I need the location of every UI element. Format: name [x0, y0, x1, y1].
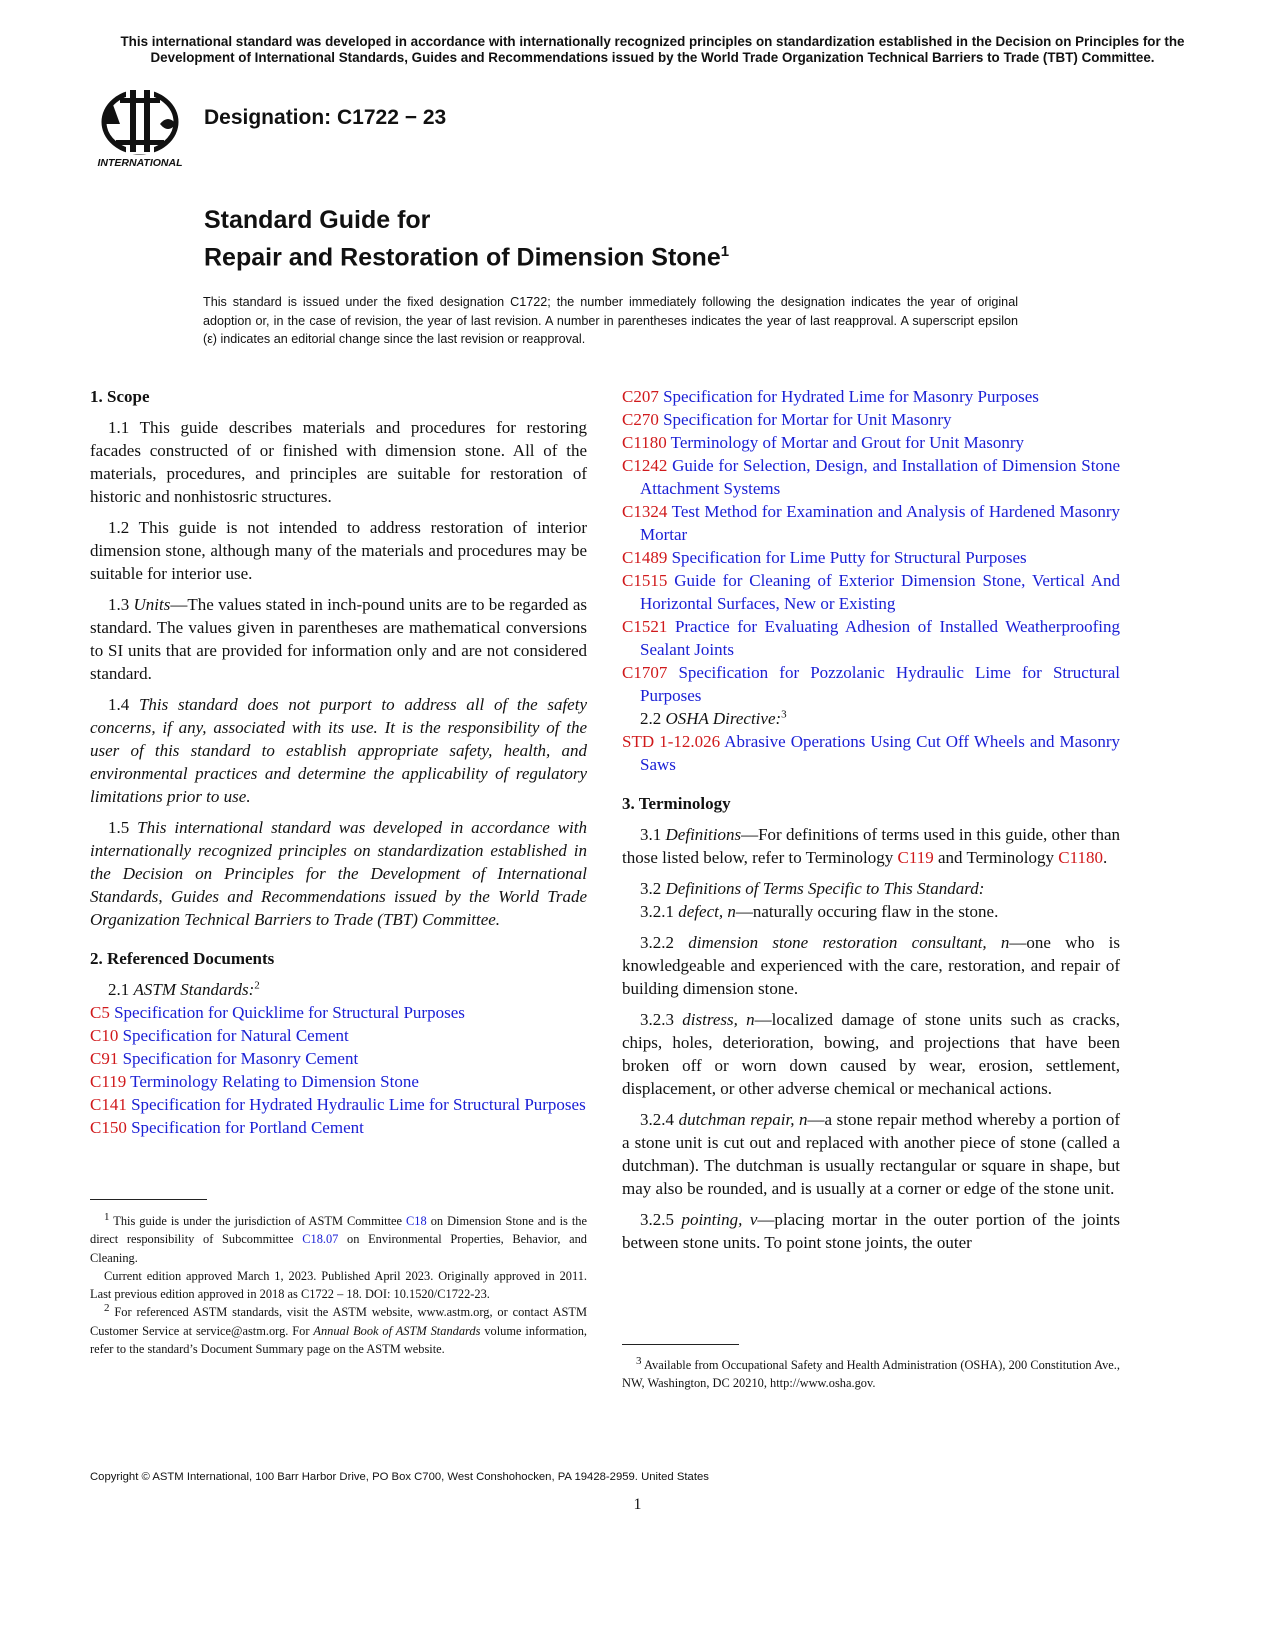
definition-term: defect, n	[678, 902, 736, 921]
para-number: 2.1	[108, 980, 130, 999]
para-term: Definitions of Terms Specific to This Standard:	[665, 879, 985, 898]
reference-title[interactable]: Specification for Portland Cement	[131, 1118, 364, 1137]
para-text: and Terminology	[933, 848, 1059, 867]
para-text: —For definitions of terms used in this guide, other than those listed below, refer to Terminology	[622, 825, 1120, 867]
reference-item-c5[interactable]	[90, 1001, 587, 1024]
definition-term: pointing, v	[681, 1210, 758, 1229]
reference-title[interactable]: Abrasive Operations Using Cut Off Wheels and Masonry Saws	[640, 732, 1120, 774]
subsection-label: OSHA Directive:	[665, 709, 782, 728]
para-number: 3.1	[640, 825, 662, 844]
para-3-1	[622, 823, 1120, 869]
reference-title[interactable]: Guide for Selection, Design, and Installation of Dimension Stone Attachment Systems	[640, 456, 1121, 498]
footnote-1-edition: Current edition approved March 1, 2023. Published April 2023. Originally approved in 2011. Last previous edition approved in 2018 as C1722 – 18. DOI: 10.1520/C1722-23.	[90, 1268, 587, 1302]
reference-item-c91[interactable]	[90, 1047, 587, 1070]
definition-term: distress, n	[682, 1010, 755, 1029]
right-column	[622, 385, 1120, 1262]
definition-3-2-5	[622, 1208, 1120, 1254]
definition-term: dimension stone restoration consultant, n	[688, 933, 1010, 952]
footnote-mark: 1	[104, 1210, 110, 1223]
document-title	[204, 204, 729, 273]
subsection-2-2	[622, 707, 1120, 730]
definition-3-2-4	[622, 1108, 1120, 1200]
title-footnote-mark: 1	[720, 243, 730, 260]
para-text: This standard does not purport to address all of the safety concerns, if any, associated with its use. It is the responsibility of the user of this standard to establish appropriate safety, health, and environmental practices and determine the applicability of regulatory limitations prior to use.	[90, 695, 587, 806]
footnote-1	[90, 1212, 587, 1267]
footnote-text: volume information, refer to the standard’s Document Summary page on the ASTM website.	[90, 1323, 587, 1357]
para-number: 1.5	[108, 818, 130, 837]
reference-title[interactable]: Terminology of Mortar and Grout for Unit Masonry	[670, 433, 1025, 452]
reference-item-c10[interactable]	[90, 1024, 587, 1047]
page-number: 1	[633, 1496, 642, 1513]
reference-item-c1489[interactable]	[622, 546, 1120, 569]
reference-code[interactable]: C150	[90, 1118, 127, 1137]
issued-note: This standard is issued under the fixed designation C1722; the number immediately following the designation indicates the year of original adoption or, in the case of revision, the year of last revision. A number in parentheses indicates the year of last reapproval. A superscript epsilon (ε) indicates an editorial change since the last revision or reapproval.	[203, 295, 1018, 346]
reference-code[interactable]: C10	[90, 1026, 119, 1045]
reference-title[interactable]: Specification for Masonry Cement	[122, 1049, 359, 1068]
footnote-text: on Environmental Properties, Behavior, and Cleaning.	[90, 1232, 587, 1265]
reference-title[interactable]: Terminology Relating to Dimension Stone	[130, 1072, 419, 1091]
para-number: 3.2.4	[640, 1110, 674, 1129]
para-text: This international standard was developed in accordance with internationally recognized principles on standardization established in the Decision on Principles for the Development of International Standards, Guides and Recommendations issued by the World Trade Organization Technical Barriers to Trade (TBT) Committee.	[90, 818, 587, 929]
reference-code[interactable]: C119	[90, 1072, 127, 1091]
section-heading-scope: 1. Scope	[90, 387, 150, 406]
para-number: 1.4	[108, 695, 130, 714]
para-1-5	[90, 816, 587, 931]
footnote-rule-left	[90, 1199, 207, 1200]
reference-code[interactable]: C91	[90, 1049, 119, 1068]
subsection-label: ASTM Standards:	[133, 980, 255, 999]
definition-3-2-3	[622, 1008, 1120, 1100]
para-1-2: 1.2 This guide is not intended to address restoration of interior dimension stone, although many of the materials and procedures may be suitable for interior use.	[90, 518, 587, 583]
definition-text: —one who is knowledgeable and experienced with the care, restoration, and repair of building dimension stone.	[622, 933, 1121, 998]
para-number: 3.2.2	[640, 933, 674, 952]
footnote-mark: 3	[781, 708, 787, 721]
reference-code[interactable]: STD 1-12.026	[622, 732, 721, 751]
reference-title[interactable]: Specification for Mortar for Unit Masonry	[663, 410, 952, 429]
subsection-2-1	[90, 978, 587, 1001]
reference-item-c1707[interactable]	[622, 661, 1120, 707]
reference-item-c141[interactable]	[90, 1093, 587, 1116]
footnote-2	[90, 1303, 587, 1358]
reference-item-c207[interactable]	[622, 385, 1120, 408]
reference-title[interactable]: Specification for Quicklime for Structural Purposes	[114, 1003, 465, 1022]
link-c1180[interactable]: C1180	[1058, 848, 1103, 867]
designation: Designation: C1722 − 23	[204, 106, 447, 129]
reference-item-c1515[interactable]	[622, 569, 1120, 615]
definition-3-2-2	[622, 931, 1120, 1000]
reference-title[interactable]: Specification for Lime Putty for Structural Purposes	[671, 548, 1027, 567]
definition-text: —placing mortar in the outer portion of the joints between stone units. To point stone joints, the outer	[622, 1210, 1121, 1252]
reference-item-c1242[interactable]	[622, 454, 1120, 500]
para-number: 3.2.3	[640, 1010, 674, 1029]
reference-code[interactable]: C1180	[622, 433, 667, 452]
para-number: 2.2	[640, 709, 662, 728]
para-number: 1.3	[108, 595, 130, 614]
definition-text: —localized damage of stone units such as cracks, chips, holes, deterioration, bowing, and projections that have been broken off or worn down caused by wear, erosion, settlement, displacement, or other adverse chemical or mechanical actions.	[622, 1010, 1121, 1098]
reference-title[interactable]: Specification for Natural Cement	[122, 1026, 349, 1045]
section-heading-terminology: 3. Terminology	[622, 794, 731, 813]
footnote-3	[622, 1356, 1120, 1393]
title-line-1: Standard Guide for	[204, 206, 431, 234]
title-line-2	[204, 236, 729, 273]
definition-term: dutchman repair, n	[678, 1110, 808, 1129]
reference-code[interactable]: C1521	[622, 617, 668, 636]
footnote-text: For referenced ASTM standards, visit the ASTM website, www.astm.org, or contact ASTM Customer Service at service@astm.org. For	[90, 1305, 587, 1338]
definitions-list	[622, 900, 1120, 1254]
logo-sub-text: INTERNATIONAL	[97, 157, 183, 169]
para-number: 3.2	[640, 879, 662, 898]
reference-item-c150[interactable]	[90, 1116, 587, 1139]
reference-code[interactable]: C207	[622, 387, 659, 406]
reference-title[interactable]: Practice for Evaluating Adhesion of Installed Weatherproofing Sealant Joints	[640, 617, 1121, 659]
astm-logo	[90, 84, 190, 170]
para-1-1: 1.1 This guide describes materials and procedures for restoring facades constructed of or finished with dimension stone. All of the materials, procedures, and principles are suitable for restoration of historic and nonhistosric structures.	[90, 418, 587, 506]
footnote-rule-right	[622, 1344, 739, 1345]
para-term: Definitions	[665, 825, 742, 844]
reference-title[interactable]: Specification for Hydrated Lime for Masonry Purposes	[663, 387, 1039, 406]
reference-list-right	[622, 385, 1120, 707]
footnote-text: on Dimension Stone and is the direct responsibility of Subcommittee	[90, 1214, 587, 1247]
para-1-4	[90, 693, 587, 808]
reference-code[interactable]: C1515	[622, 571, 668, 590]
reference-code[interactable]: C1489	[622, 548, 668, 567]
reference-item-c1324[interactable]	[622, 500, 1120, 546]
footnote-text: Available from Occupational Safety and Health Administration (OSHA), 200 Constitution Ave., NW, Washington, DC 20210, http://www.osha.gov.	[622, 1358, 1120, 1391]
para-1-3	[90, 593, 587, 685]
definition-text: —naturally occuring flaw in the stone.	[735, 902, 999, 921]
para-text: .	[1102, 848, 1108, 867]
link-c18[interactable]: C18	[406, 1214, 427, 1228]
footnote-mark: 2	[254, 979, 260, 992]
copyright-notice: Copyright © ASTM International, 100 Barr Harbor Drive, PO Box C700, West Conshohocken, PA 19428-2959. United States	[90, 1471, 709, 1483]
reference-code[interactable]: C270	[622, 410, 659, 429]
section-heading-referenced: 2. Referenced Documents	[90, 949, 275, 968]
reference-code[interactable]: C1242	[622, 456, 668, 475]
para-number: 3.2.5	[640, 1210, 674, 1229]
footnote-text: This guide is under the jurisdiction of ASTM Committee	[113, 1214, 407, 1228]
top-notice: This international standard was developed in accordance with internationally recognized principles on standardization established in the Decision on Principles for the Development of International Standards, Guides and Recommendations issued by the World Trade Organization Technical Barriers to Trade (TBT) Committee.	[120, 34, 1185, 65]
reference-code[interactable]: C1324	[622, 502, 668, 521]
footnote-mark: 2	[104, 1302, 110, 1315]
reference-list-left	[90, 1001, 587, 1139]
left-column	[90, 385, 587, 1139]
reference-item-c270[interactable]	[622, 408, 1120, 431]
footnote-italic: Annual Book of ASTM Standards	[313, 1323, 481, 1338]
reference-title[interactable]: Specification for Hydrated Hydraulic Lime for Structural Purposes	[131, 1095, 586, 1114]
reference-item-c1521[interactable]	[622, 615, 1120, 661]
reference-code[interactable]: C141	[90, 1095, 127, 1114]
para-term: Units	[133, 595, 171, 614]
footnotes-left	[90, 1212, 587, 1358]
reference-item-osha[interactable]	[622, 730, 1120, 776]
reference-item-c119[interactable]	[90, 1070, 587, 1093]
reference-title[interactable]: Test Method for Examination and Analysis of Hardened Masonry Mortar	[640, 502, 1120, 544]
reference-title[interactable]: Guide for Cleaning of Exterior Dimension Stone, Vertical And Horizontal Surfaces, New or Existing	[640, 571, 1120, 613]
para-text: —The values stated in inch-pound units are to be regarded as standard. The values given in parentheses are mathematical conversions to SI units that are provided for information only and are not considered standard.	[90, 595, 587, 683]
definition-text: —a stone repair method whereby a portion of a stone unit is cut out and replaced with another piece of stone (called a dutchman). The dutchman is usually rectangular or square in shape, but may also be rounded, and is usually at a corner or edge of the stone unit.	[622, 1110, 1121, 1198]
para-number: 3.2.1	[640, 902, 674, 921]
footnote-mark: 3	[636, 1354, 642, 1367]
para-3-2	[622, 877, 1120, 900]
reference-code[interactable]: C1707	[622, 663, 668, 682]
reference-title[interactable]: Specification for Pozzolanic Hydraulic Lime for Structural Purposes	[640, 663, 1120, 705]
reference-item-c1180[interactable]	[622, 431, 1120, 454]
link-c18-07[interactable]: C18.07	[302, 1232, 339, 1247]
footnotes-right	[622, 1356, 1120, 1393]
definition-3-2-1	[622, 900, 1120, 923]
link-c119[interactable]: C119	[897, 848, 934, 867]
title-main: Repair and Restoration of Dimension Stone	[204, 243, 721, 272]
reference-code[interactable]: C5	[90, 1003, 110, 1022]
